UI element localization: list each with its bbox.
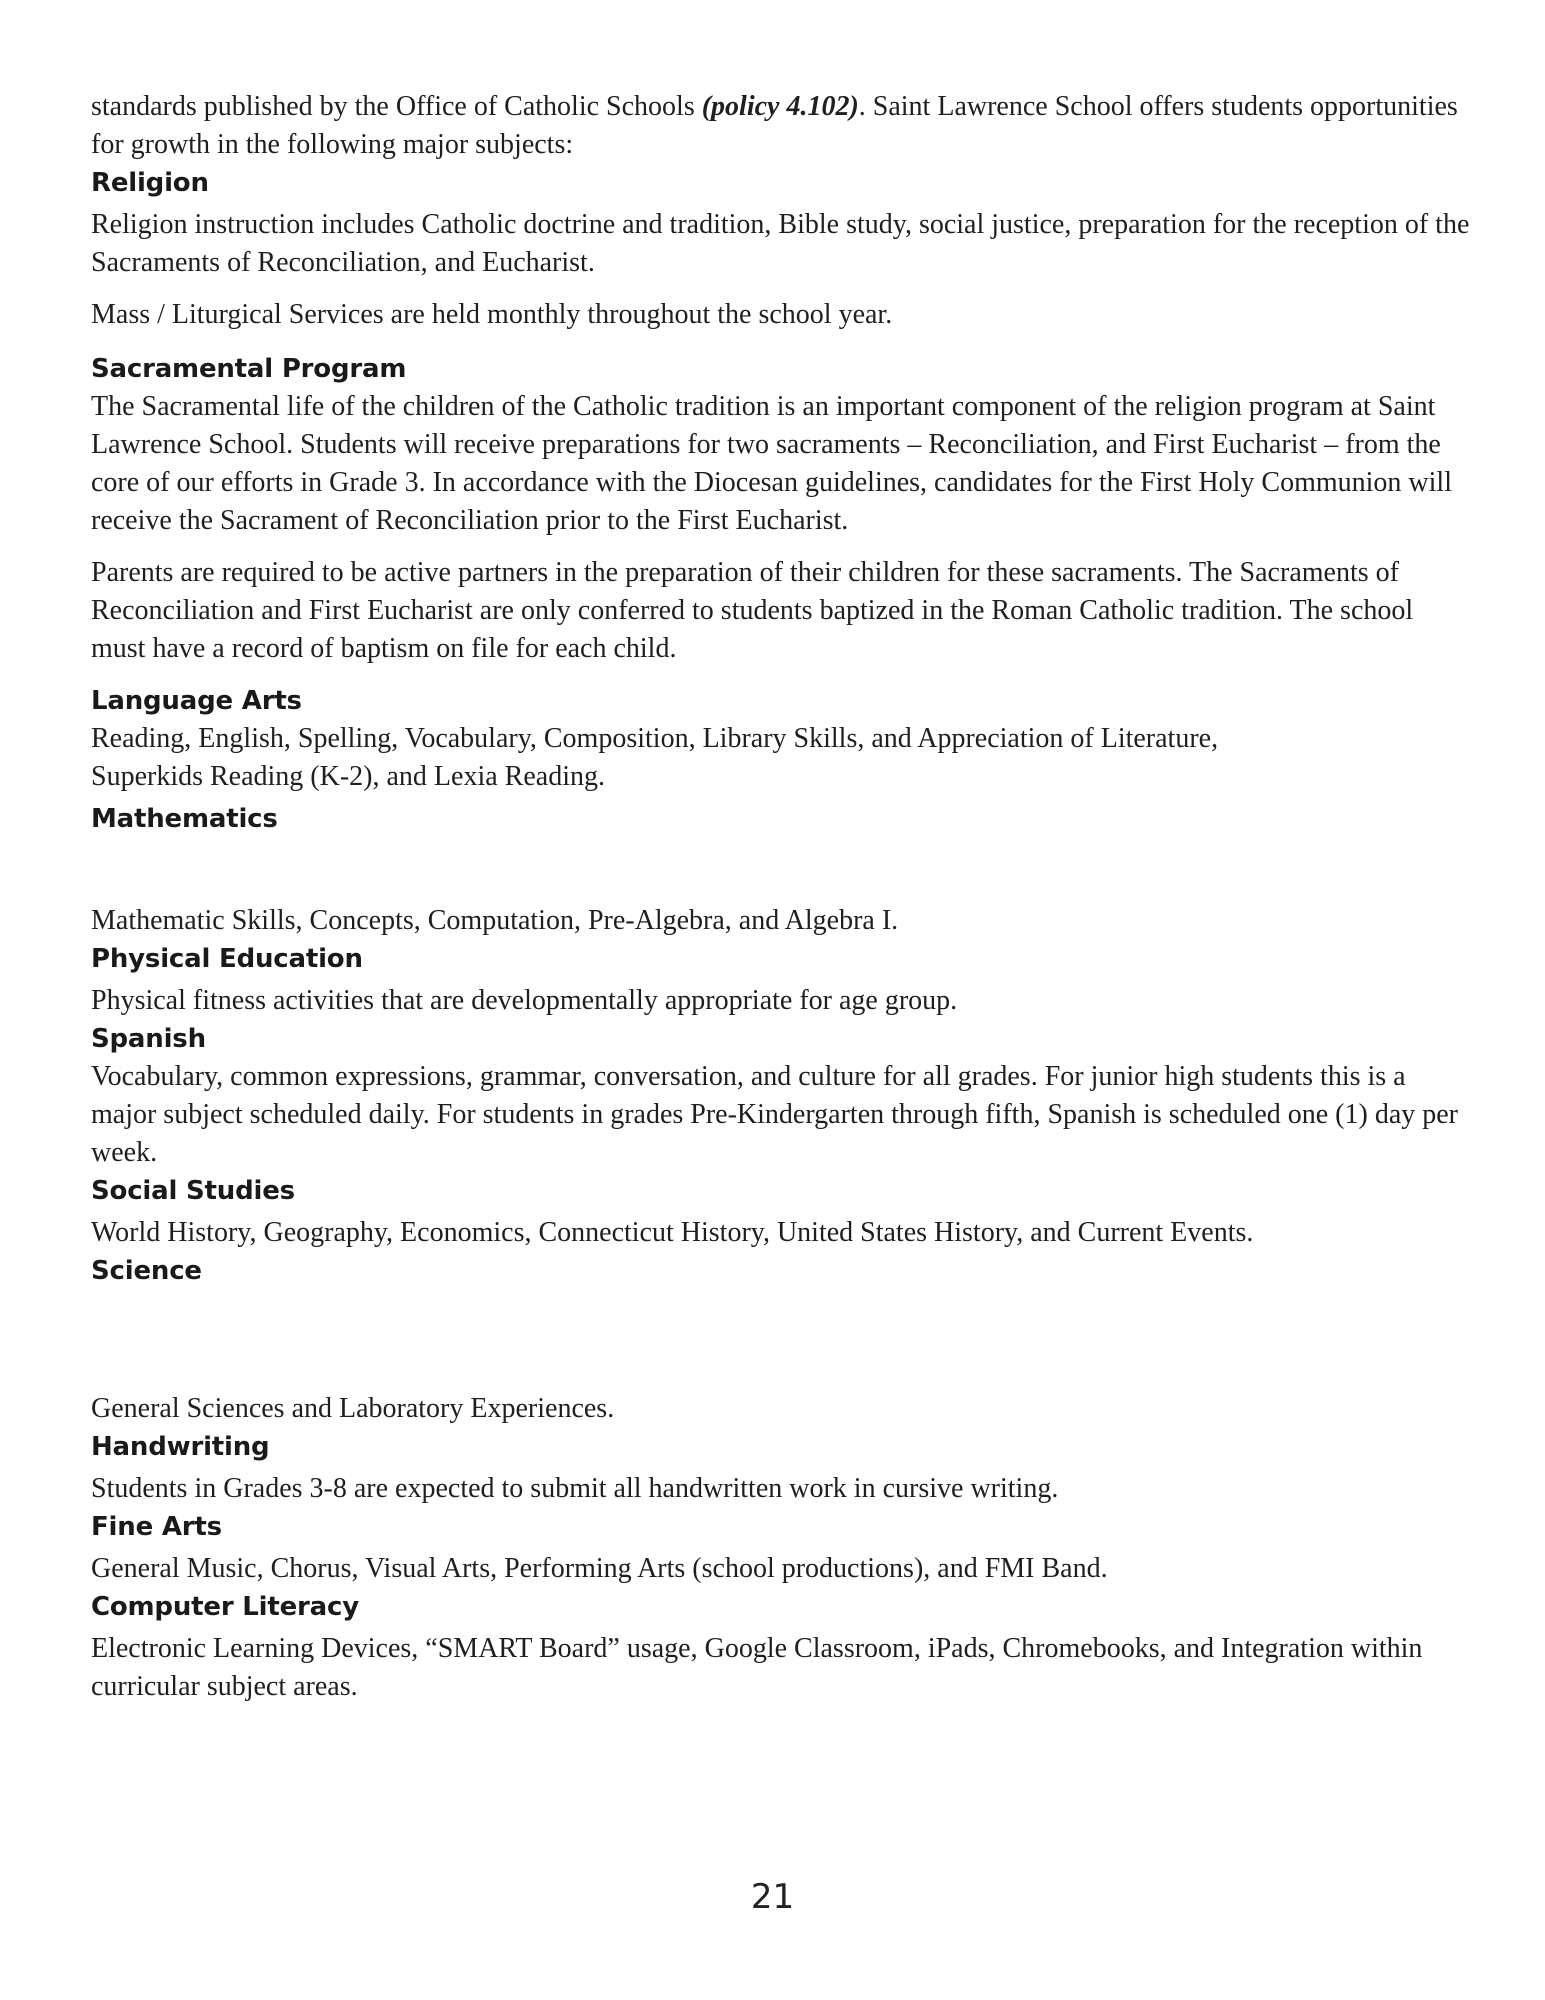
heading-mathematics: Mathematics — [91, 804, 278, 834]
intro-tail: . Saint Lawrence School offers students opportunities for growth in the following major subjects: — [91, 91, 1458, 160]
handwriting-paragraph: Students in Grades 3-8 are expected to submit all handwritten work in cursive writing. — [91, 1473, 1059, 1504]
religion-paragraph-2: Mass / Liturgical Services are held monthly throughout the school year. — [91, 299, 893, 330]
physical-education-paragraph: Physical fitness activities that are developmentally appropriate for age group. — [91, 985, 958, 1016]
policy-reference: (policy 4.102) — [701, 91, 859, 122]
heading-religion: Religion — [91, 168, 209, 198]
heading-language-arts: Language Arts — [91, 686, 302, 716]
intro-lead: standards published by the Office of Catholic Schools — [91, 91, 702, 122]
heading-computer-literacy: Computer Literacy — [91, 1592, 359, 1622]
science-paragraph: General Sciences and Laboratory Experiences. — [91, 1393, 615, 1424]
computer-literacy-paragraph: Electronic Learning Devices, “SMART Board” usage, Google Classroom, iPads, Chromebooks, and Integration within curricular subject areas. — [91, 1633, 1423, 1702]
page-number: 21 — [750, 1877, 795, 1917]
social-studies-paragraph: World History, Geography, Economics, Connecticut History, United States History, and Current Events. — [91, 1217, 1254, 1248]
heading-science: Science — [91, 1256, 202, 1286]
fine-arts-paragraph: General Music, Chorus, Visual Arts, Performing Arts (school productions), and FMI Band. — [91, 1553, 1108, 1584]
heading-physical-education: Physical Education — [91, 944, 363, 974]
mathematics-paragraph: Mathematic Skills, Concepts, Computation, Pre-Algebra, and Algebra I. — [91, 905, 899, 936]
heading-sacramental-program: Sacramental Program — [91, 354, 407, 384]
heading-fine-arts: Fine Arts — [91, 1512, 222, 1542]
heading-social-studies: Social Studies — [91, 1176, 295, 1206]
heading-spanish: Spanish — [91, 1024, 206, 1054]
intro-paragraph — [91, 88, 1471, 164]
heading-handwriting: Handwriting — [91, 1432, 270, 1462]
spanish-paragraph: Vocabulary, common expressions, grammar, conversation, and culture for all grades. For junior high students this is a major subject scheduled daily. For students in grades Pre-Kindergarten through fifth, Spanish is scheduled one (1) day per week. — [91, 1061, 1459, 1168]
sacramental-paragraph-1: The Sacramental life of the children of the Catholic tradition is an important component of the religion program at Saint Lawrence School. Students will receive preparations for two sacraments – Reconciliation, and First Eucharist – from the core of our efforts in Grade 3. In accordance with the Diocesan guidelines, candidates for the First Holy Communion will receive the Sacrament of Reconciliation prior to the First Eucharist. — [91, 391, 1452, 536]
religion-paragraph-1: Religion instruction includes Catholic doctrine and tradition, Bible study, social justice, preparation for the reception of the Sacraments of Reconciliation, and Eucharist. — [91, 209, 1470, 278]
document-page — [91, 88, 1471, 1706]
language-arts-paragraph: Reading, English, Spelling, Vocabulary, Composition, Library Skills, and Appreciation of Literature, Superkids Reading (K-2), and Lexia Reading. — [91, 723, 1219, 792]
sacramental-paragraph-2: Parents are required to be active partners in the preparation of their children for these sacraments. The Sacraments of Reconciliation and First Eucharist are only conferred to students baptized in the Roman Catholic tradition. The school must have a record of baptism on file for each child. — [91, 557, 1414, 664]
